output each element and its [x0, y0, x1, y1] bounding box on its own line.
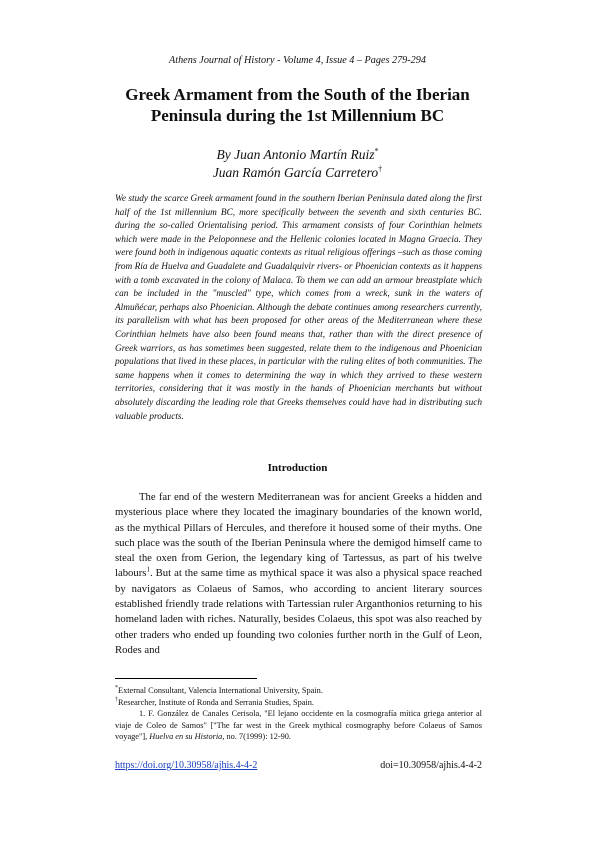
author-line-1 — [0, 146, 595, 164]
footnote-mark-author-2: † — [115, 696, 118, 703]
footnote-reference-1[interactable]: 1 — [146, 565, 150, 574]
doi-identifier: doi=10.30958/ajhis.4-4-2 — [380, 760, 482, 771]
author-mark-1: * — [374, 146, 379, 156]
author-name-1: By Juan Antonio Martín Ruiz — [216, 147, 375, 162]
body-text-part-1: The far end of the western Mediterranean was for ancient Greeks a hidden and mysterious place where they located the imaginary boundaries of the known world, as the mythical Pillars of Hercules, and therefore it housed some of their myths. One such place was the south of the Iberian Peninsula where the demigod himself came to steal the oxen from Gerion, the legendary king of Tartessus, as part of his twelve labours — [115, 491, 482, 580]
footnote-1 — [115, 708, 482, 743]
footnote-1-tail: , no. 7(1999): 12-90. — [222, 732, 292, 742]
footnote-1-journal: Huelva en su Historia — [149, 732, 223, 742]
footnote-author-1-text: External Consultant, Valencia International University, Spain. — [118, 686, 323, 695]
running-head: Athens Journal of History - Volume 4, Issue 4 – Pages 279-294 — [169, 55, 426, 66]
footnotes — [115, 685, 482, 743]
author-line-2 — [0, 164, 595, 182]
doi-link[interactable]: https://doi.org/10.30958/ajhis.4-4-2 — [115, 760, 258, 771]
introduction-paragraph — [115, 490, 482, 658]
author-name-2: Juan Ramón García Carretero — [212, 165, 379, 180]
footnote-author-2 — [115, 697, 482, 709]
author-mark-2: † — [378, 164, 383, 174]
footnote-author-2-text: Researcher, Institute of Ronda and Serrania Studies, Spain. — [118, 697, 314, 707]
body-text-part-2: . But at the same time as mythical space it was also a physical space reached by navigators as Colaeus of Samos, who according to ancient literary sources established friendly trade relations with Tartessian ruler Arganthonios returning to his homeland laden with riches. Naturally, besides Colaeus, this spot was also reached by other traders who ended up founding two colonies further north in the Gulf of Leon, Rodes and — [115, 567, 482, 656]
footnote-author-1 — [115, 685, 482, 697]
footnote-divider — [115, 678, 257, 679]
abstract: We study the scarce Greek armament found in the southern Iberian Peninsula dated along the first half of the 1st millennium BC, more specifically between the seventh and sixth centuries BC. during the so-called Orientalising period. This armament consists of four Corinthian helmets which were made in the Peloponnese and the Hellenic colonies located in Magna Graecia. They were found both in indigenous aquatic contexts as ritual religious offerings –such as those coming from Ría de Huelva and Guadalete and Guadalquivir rivers- or Phoenician contexts as it happens with a tomb excavated in the colony of Malaca. To them we can add an armour breastplate which can be included in the "muscled" type, which comes from a wreck, sunk in the waters of Almuñécar, perhaps also Phoenician. Although the debate continues among researchers currently, its parallelism with what has been proposed for other areas of the Mediterranean where these Corinthian helmets have also been found means that, rather than with the direct presence of Greek warriors, as has sometimes been suggested, relate them to the indigenous and Phoenician populations that lived in these places, in particular with the ruling elites of both communities. The same happens when it comes to determining the way in which they arrived to these western territories, considering that it was mostly in the hands of Phoenician merchants but without absolutely discarding the leading role that Greeks themselves could have had in distributing such valuable products. — [115, 194, 482, 422]
footnote-mark-author-1: * — [115, 685, 118, 692]
footnote-1-text: 1. F. González de Canales Cerisola, "El lejano occidente en la cosmografía mítica griega anterior al viaje de Coleo de Samos" ["The far west in the Greek mythical cosmography before Colaeus of Samos voyage"], — [115, 709, 482, 742]
author-block — [0, 146, 595, 182]
paper-title: Greek Armament from the South of the Iberian Peninsula during the 1st Millennium BC — [125, 85, 470, 125]
section-heading-introduction: Introduction — [267, 462, 328, 474]
